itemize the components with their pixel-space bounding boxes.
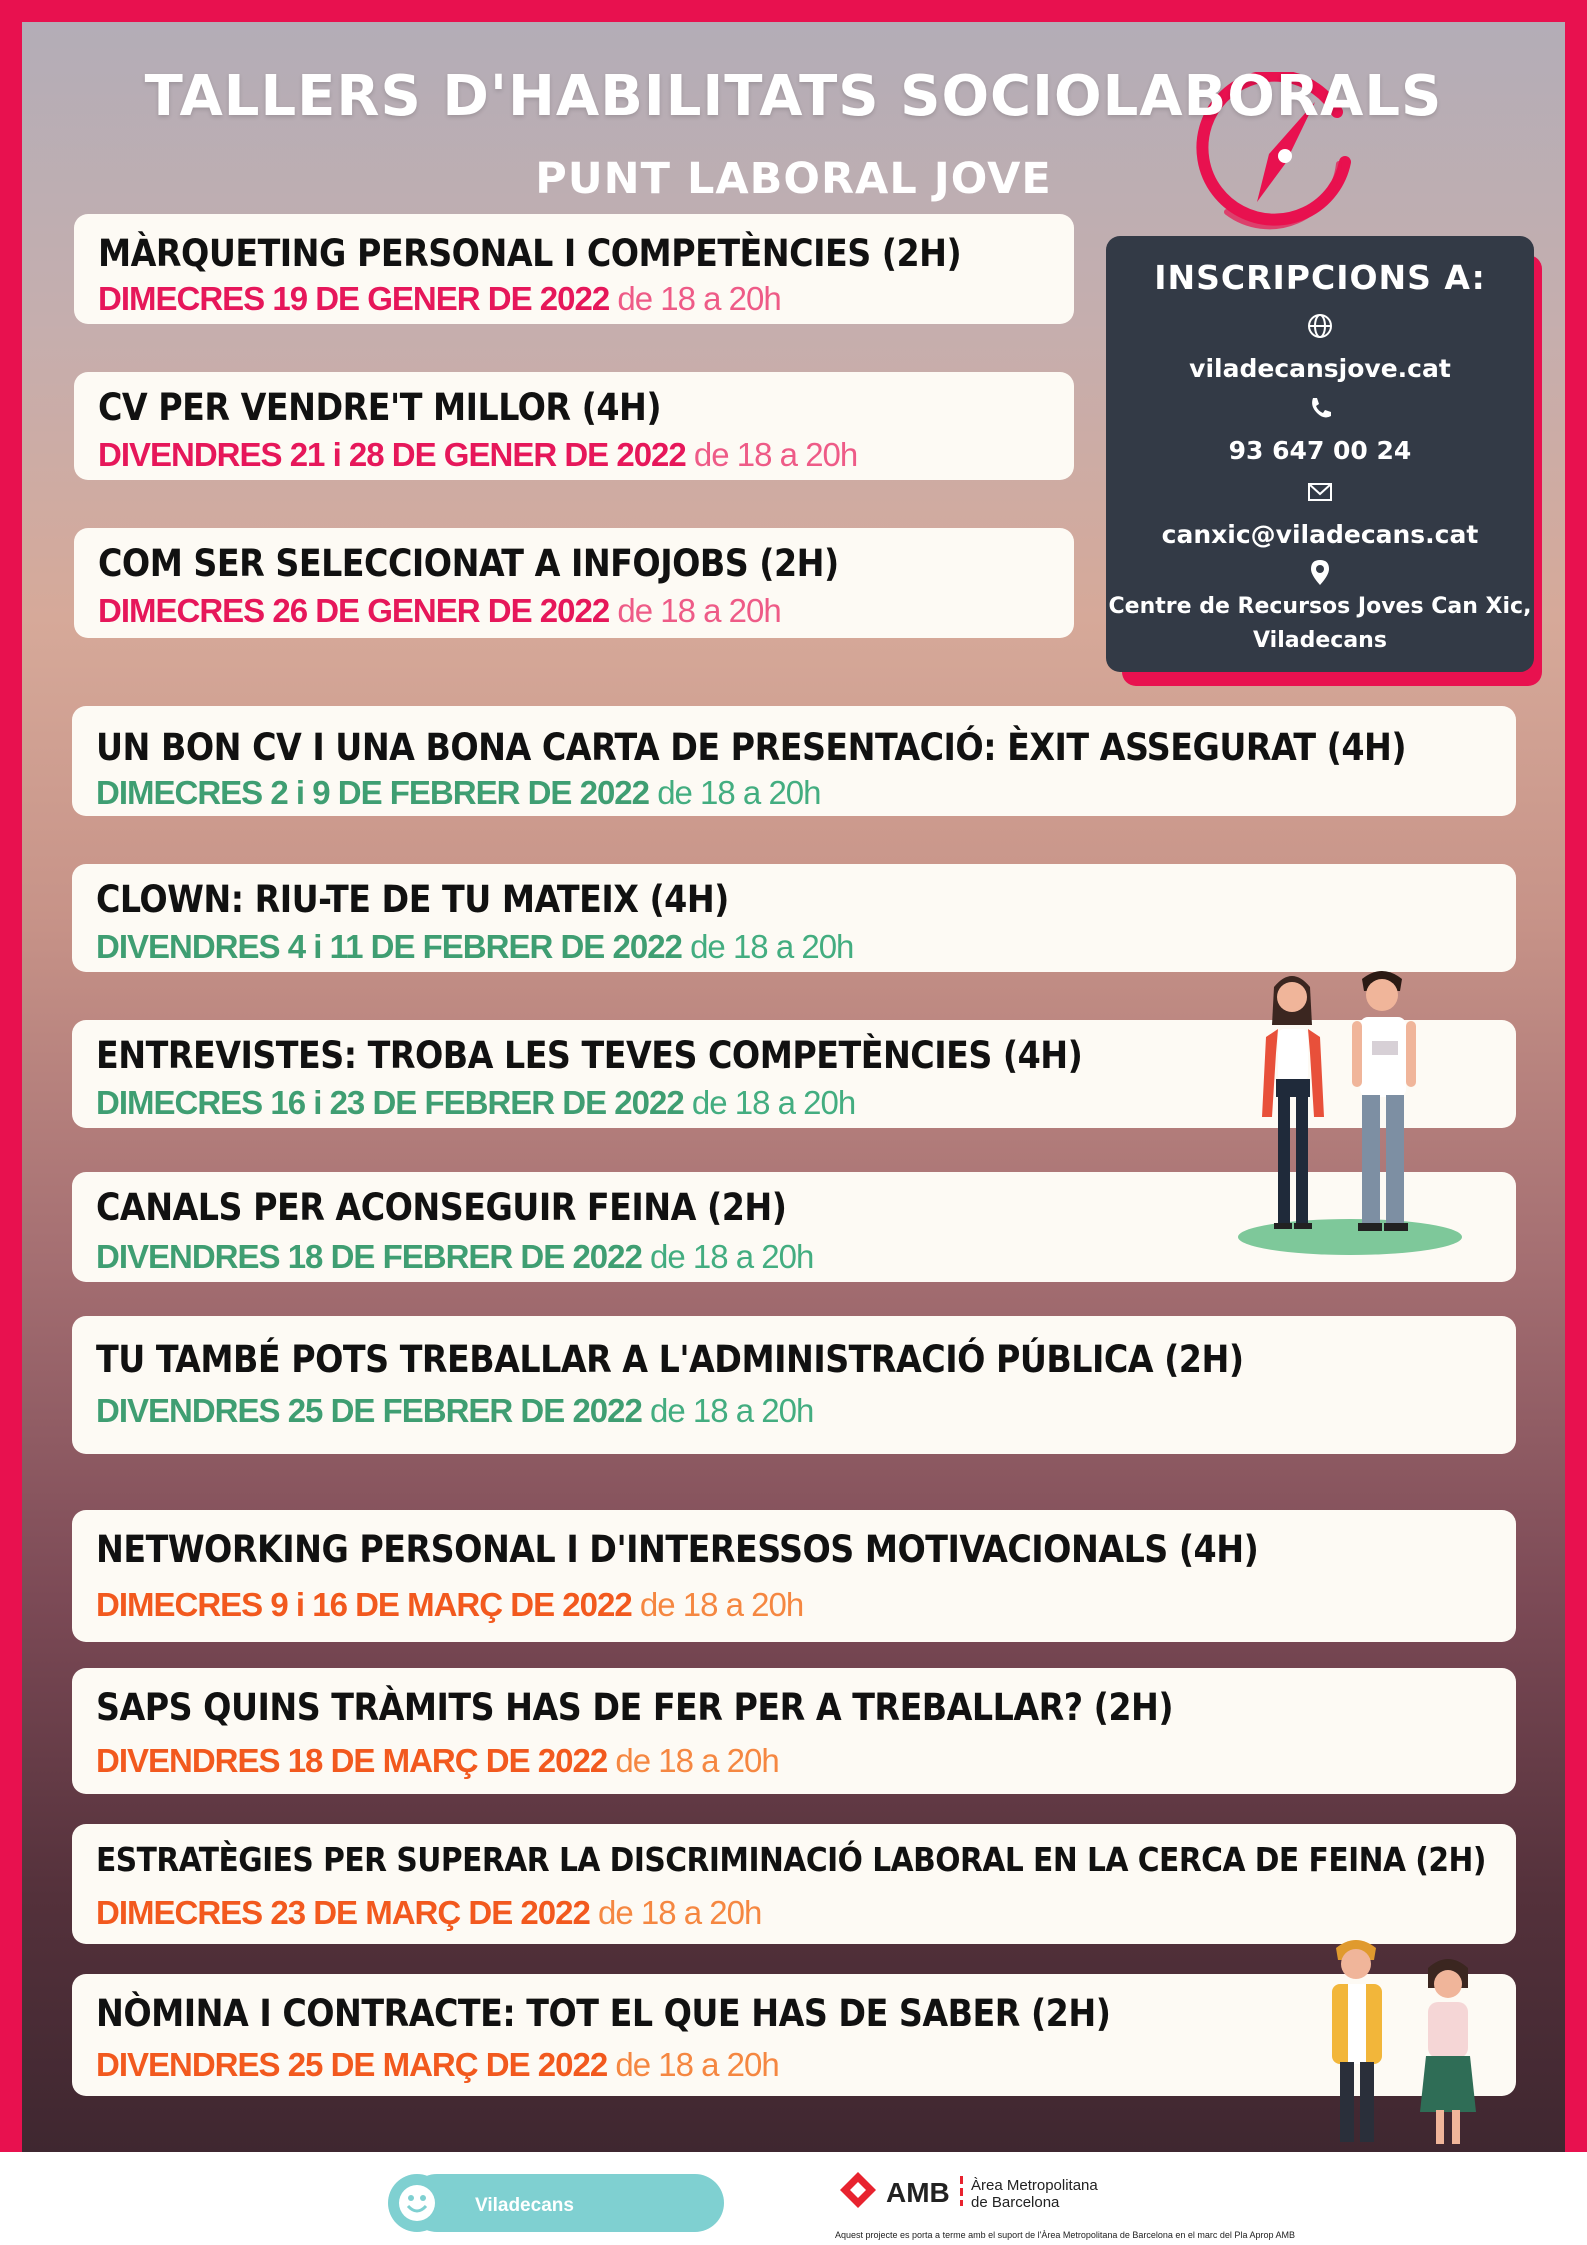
people-illustration bbox=[1232, 957, 1472, 1267]
phone-icon bbox=[1304, 392, 1336, 424]
page-subtitle: PUNT LABORAL JOVE bbox=[535, 154, 1052, 204]
globe-icon bbox=[1304, 310, 1336, 342]
workshop-title: SAPS QUINS TRÀMITS HAS DE FER PER A TREBALLAR? (2H) bbox=[96, 1686, 1174, 1729]
workshop-card bbox=[74, 528, 1074, 638]
svg-text:Viladecans: Viladecans bbox=[475, 2195, 574, 2216]
location-pin-icon bbox=[1304, 556, 1336, 588]
footer bbox=[0, 2152, 1587, 2245]
workshop-card bbox=[72, 1824, 1516, 1944]
registration-heading: INSCRIPCIONS A: bbox=[1154, 258, 1486, 297]
workshop-title: TU TAMBÉ POTS TREBALLAR A L'ADMINISTRACIÓ PÚBLICA (2H) bbox=[96, 1338, 1244, 1381]
workshop-card bbox=[72, 864, 1516, 972]
workshop-date: DIVENDRES 4 i 11 DE FEBRER DE 2022 de 18 a 20h bbox=[96, 928, 854, 965]
people-illustration bbox=[1292, 1932, 1512, 2152]
workshop-card bbox=[72, 1668, 1516, 1794]
workshop-date: DIVENDRES 25 DE MARÇ DE 2022 de 18 a 20h bbox=[96, 2046, 779, 2083]
workshop-date: DIMECRES 23 DE MARÇ DE 2022 de 18 a 20h bbox=[96, 1894, 762, 1931]
registration-address: Centre de Recursos Joves Can Xic, Viladecans bbox=[1108, 594, 1532, 653]
workshop-date: DIMECRES 9 i 16 DE MARÇ DE 2022 de 18 a 20h bbox=[96, 1586, 804, 1623]
workshop-title: ESTRATÈGIES PER SUPERAR LA DISCRIMINACIÓ LABORAL EN LA CERCA DE FEINA (2H) bbox=[96, 1840, 1486, 1879]
registration-phone[interactable]: 93 647 00 24 bbox=[1228, 436, 1412, 465]
workshop-title: CV PER VENDRE'T MILLOR (4H) bbox=[98, 386, 662, 429]
page-title: TALLERS D'HABILITATS SOCIOLABORALS bbox=[144, 64, 1443, 129]
registration-box bbox=[1106, 236, 1534, 672]
workshop-date: DIMECRES 19 DE GENER DE 2022 de 18 a 20h bbox=[98, 280, 781, 317]
workshop-card bbox=[74, 372, 1074, 480]
workshop-title: MÀRQUETING PERSONAL I COMPETÈNCIES (2H) bbox=[98, 232, 962, 275]
workshop-date: DIMECRES 16 i 23 DE FEBRER DE 2022 de 18 a 20h bbox=[96, 1084, 856, 1121]
amb-logo bbox=[836, 2170, 1156, 2226]
viladecans-logo bbox=[388, 2174, 724, 2232]
workshop-title: CLOWN: RIU-TE DE TU MATEIX (4H) bbox=[96, 878, 729, 921]
mail-icon bbox=[1304, 476, 1336, 508]
workshop-date: DIVENDRES 18 DE MARÇ DE 2022 de 18 a 20h bbox=[96, 1742, 779, 1779]
workshop-date: DIVENDRES 18 DE FEBRER DE 2022 de 18 a 20h bbox=[96, 1238, 814, 1275]
workshop-title: NETWORKING PERSONAL I D'INTERESSOS MOTIVACIONALS (4H) bbox=[96, 1528, 1259, 1571]
workshop-title: COM SER SELECCIONAT A INFOJOBS (2H) bbox=[98, 542, 839, 585]
workshop-date: DIVENDRES 21 i 28 DE GENER DE 2022 de 18 a 20h bbox=[98, 436, 858, 473]
poster bbox=[22, 22, 1565, 2152]
workshop-title: CANALS PER ACONSEGUIR FEINA (2H) bbox=[96, 1186, 787, 1229]
workshop-title: UN BON CV I UNA BONA CARTA DE PRESENTACIÓ: ÈXIT ASSEGURAT (4H) bbox=[96, 726, 1407, 769]
svg-text:AMB: AMB bbox=[886, 2177, 950, 2208]
workshop-card bbox=[72, 1510, 1516, 1642]
workshop-title: ENTREVISTES: TROBA LES TEVES COMPETÈNCIES (4H) bbox=[96, 1034, 1083, 1077]
workshop-card bbox=[72, 1316, 1516, 1454]
registration-email[interactable]: canxic@viladecans.cat bbox=[1161, 520, 1479, 549]
svg-text:de Barcelona: de Barcelona bbox=[971, 2194, 1060, 2211]
workshop-date: DIVENDRES 25 DE FEBRER DE 2022 de 18 a 20h bbox=[96, 1392, 814, 1429]
workshop-card bbox=[72, 706, 1516, 816]
footer-note: Aquest projecte es porta a terme amb el suport de l'Àrea Metropolitana de Barcelona en el marc del Pla Aprop AMB bbox=[835, 2230, 1295, 2240]
registration-website[interactable]: viladecansjove.cat bbox=[1189, 354, 1451, 383]
workshop-card bbox=[74, 214, 1074, 324]
workshop-title: NÒMINA I CONTRACTE: TOT EL QUE HAS DE SABER (2H) bbox=[96, 1992, 1111, 2035]
svg-text:Àrea Metropolitana: Àrea Metropolitana bbox=[971, 2177, 1098, 2194]
workshop-date: DIMECRES 26 DE GENER DE 2022 de 18 a 20h bbox=[98, 592, 781, 629]
workshop-date: DIMECRES 2 i 9 DE FEBRER DE 2022 de 18 a 20h bbox=[96, 774, 821, 811]
